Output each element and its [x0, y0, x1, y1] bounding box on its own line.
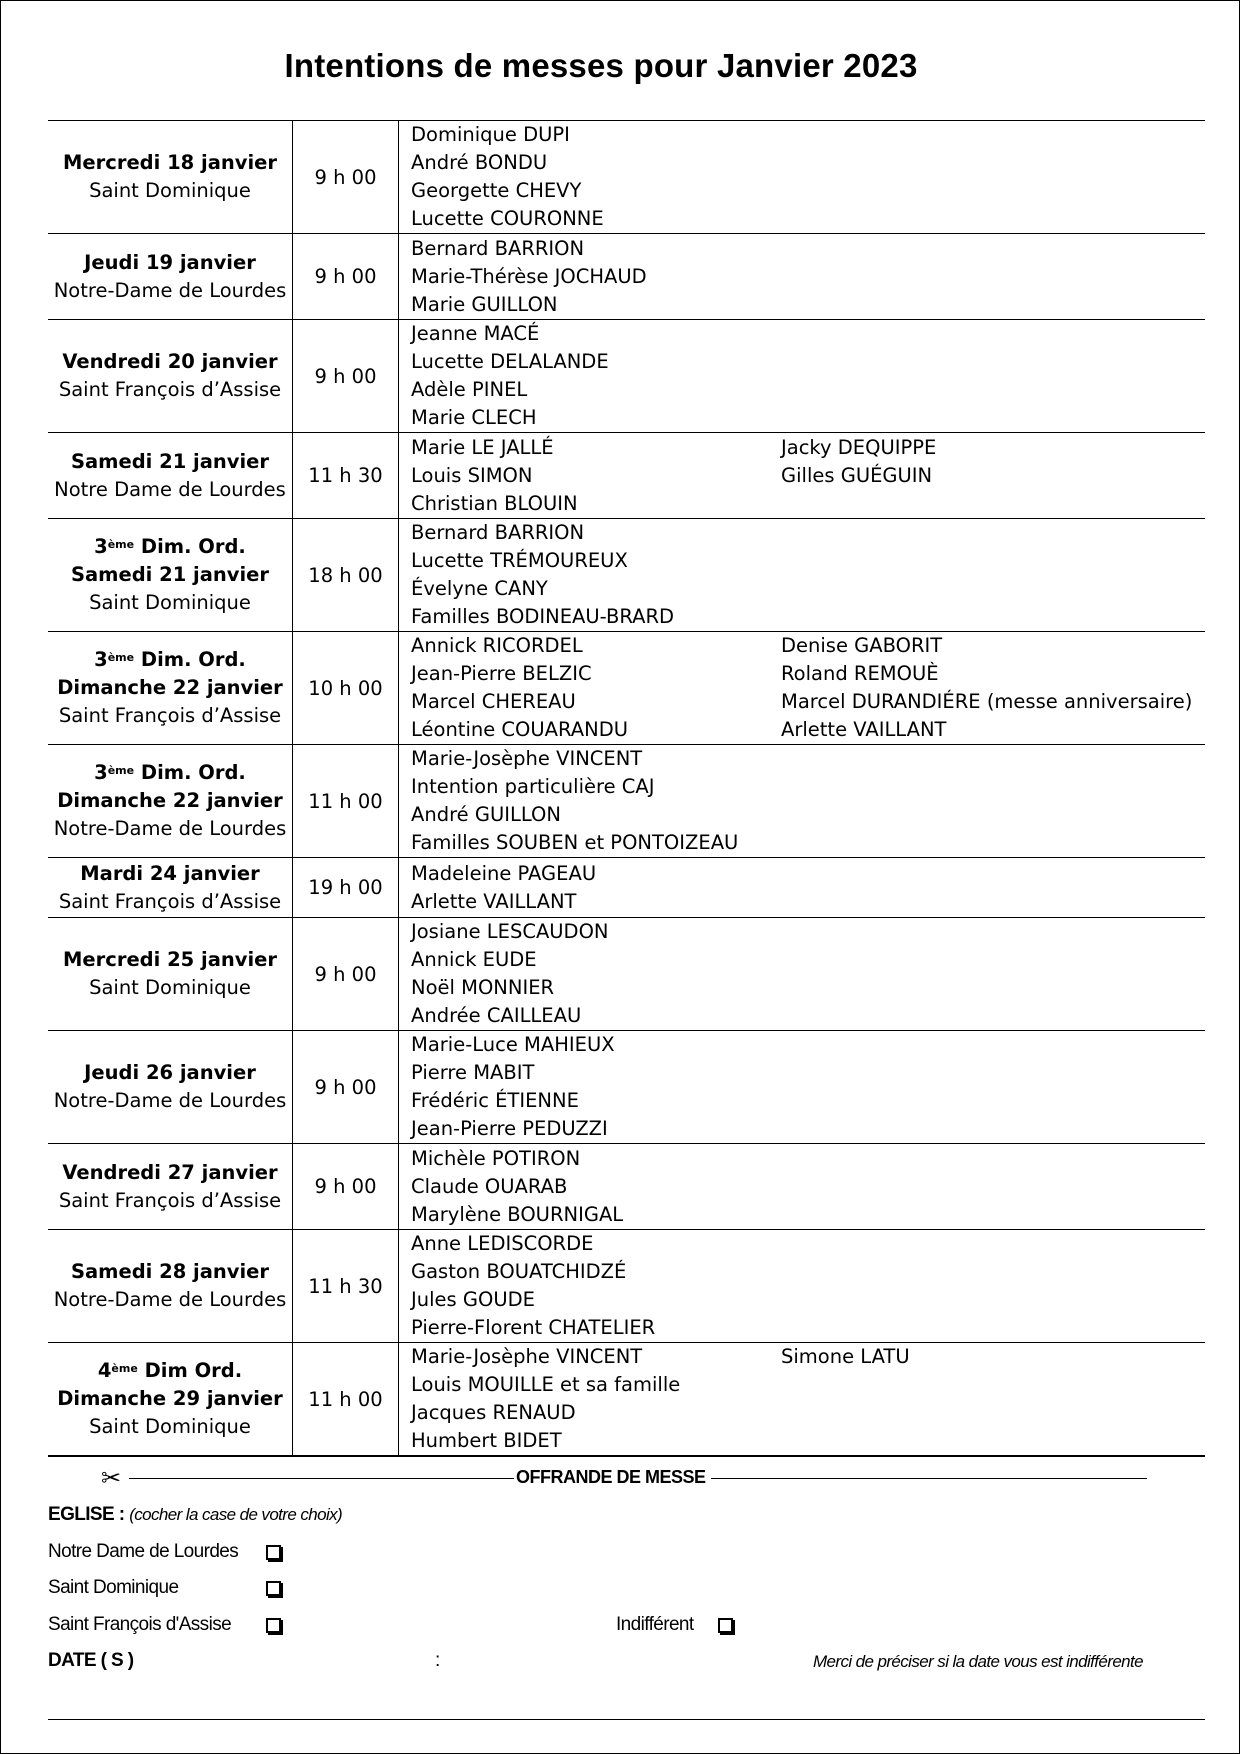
intention-name — [781, 263, 1205, 291]
intention-name — [781, 490, 1205, 518]
intention-name: Jean-Pierre PEDUZZI — [411, 1117, 608, 1140]
mass-time: 11 h 00 — [293, 745, 399, 858]
day-cell — [48, 1144, 293, 1230]
intentions-cell — [399, 121, 1206, 234]
schedule-row — [48, 320, 1205, 433]
intention-name: Louis MOUILLE et sa famille — [411, 1373, 681, 1396]
intention-name — [781, 1286, 1205, 1314]
intentions-cell — [399, 433, 1206, 519]
intention-name — [781, 1371, 1205, 1399]
intention-name — [781, 974, 1205, 1002]
page-title: Intentions de messes pour Janvier 2023 — [284, 47, 918, 84]
intention-name — [781, 404, 1205, 432]
day-label: Mardi 24 janvier — [80, 861, 260, 885]
intentions-cell — [399, 1031, 1206, 1144]
intentions-cell — [399, 320, 1206, 433]
mass-time: 11 h 00 — [293, 1343, 399, 1457]
mass-time: 10 h 00 — [293, 632, 399, 745]
cut-line-left — [129, 1478, 514, 1479]
day-cell — [48, 1343, 293, 1457]
intention-name: Humbert BIDET — [411, 1429, 562, 1452]
cut-line — [1, 1467, 1240, 1491]
church-name: Saint Dominique — [89, 1415, 251, 1438]
day-label: Dimanche 29 janvier — [57, 1387, 283, 1410]
intention-name: Marie-Josèphe VINCENT — [411, 1345, 643, 1368]
church-name: Notre-Dame de Lourdes — [53, 817, 287, 840]
intention-name: Anne LEDISCORDE — [411, 1232, 594, 1255]
church-name: Saint François d’Assise — [58, 378, 282, 401]
intention-name: Marcel CHEREAU — [411, 690, 576, 713]
day-label: Samedi 21 janvier — [70, 449, 270, 473]
intention-name: Marie-Josèphe VINCENT — [411, 747, 643, 770]
intention-name: Arlette VAILLANT — [411, 889, 577, 913]
intention-name — [781, 1002, 1205, 1030]
schedule-row — [48, 433, 1205, 519]
option-indifferent-label: Indifférent — [616, 1614, 694, 1635]
mass-time: 19 h 00 — [293, 858, 399, 918]
intention-name: Jules GOUDE — [411, 1288, 535, 1311]
intention-name — [781, 1087, 1205, 1115]
intention-name — [781, 291, 1205, 319]
day-label: Samedi 21 janvier — [70, 563, 270, 586]
option-notre-dame-label: Notre Dame de Lourdes — [48, 1541, 239, 1562]
ordinary-sunday-label: 3ème Dim. Ord. — [94, 535, 246, 558]
intention-name: Georgette CHEVY — [411, 179, 582, 202]
intention-name — [781, 121, 1205, 149]
intention-name: André GUILLON — [411, 803, 561, 826]
mass-time: 9 h 00 — [293, 121, 399, 234]
date-label: DATE ( S ) — [48, 1650, 134, 1671]
intentions-cell — [399, 745, 1206, 858]
intentions-cell — [399, 1144, 1206, 1230]
intention-name: Pierre-Florent CHATELIER — [411, 1316, 656, 1339]
intention-name — [781, 860, 1205, 888]
intention-name — [781, 1201, 1205, 1229]
intention-name — [781, 1399, 1205, 1427]
church-name: Saint Dominique — [89, 976, 251, 999]
intentions-cell — [399, 1230, 1206, 1343]
intention-name — [781, 348, 1205, 376]
intentions-cell — [399, 918, 1206, 1031]
intention-name: Marie CLECH — [411, 406, 537, 429]
intention-name — [781, 745, 1205, 773]
day-cell — [48, 1230, 293, 1343]
mass-time: 9 h 00 — [293, 1031, 399, 1144]
church-name: Saint François d’Assise — [58, 704, 282, 727]
intention-name: Évelyne CANY — [411, 577, 548, 600]
intention-name: Gilles GUÉGUIN — [781, 463, 933, 487]
intention-name — [781, 1258, 1205, 1286]
intention-name — [781, 918, 1205, 946]
intention-name: Marylène BOURNIGAL — [411, 1202, 624, 1226]
day-label: Jeudi 26 janvier — [84, 1061, 256, 1084]
intention-name: Familles SOUBEN et PONTOIZEAU — [411, 831, 739, 854]
day-cell — [48, 234, 293, 320]
intention-name — [781, 205, 1205, 233]
mass-time: 9 h 00 — [293, 234, 399, 320]
option-saint-francois-label: Saint François d'Assise — [48, 1614, 232, 1635]
checkbox-saint-dominique[interactable] — [266, 1581, 281, 1596]
intention-name: Frédéric ÉTIENNE — [411, 1089, 579, 1112]
schedule-row — [48, 858, 1205, 918]
day-label: Samedi 28 janvier — [70, 1260, 270, 1283]
intention-name — [781, 1427, 1205, 1455]
intention-name — [781, 1230, 1205, 1258]
intention-name — [781, 519, 1205, 547]
church-name: Saint François d’Assise — [58, 889, 282, 913]
intention-name: Marie-Luce MAHIEUX — [411, 1033, 615, 1056]
scissors-icon: ✂ — [101, 1465, 122, 1492]
intention-name: Léontine COUARANDU — [411, 718, 628, 741]
intention-name — [781, 603, 1205, 631]
schedule-row — [48, 1144, 1205, 1230]
day-cell — [48, 519, 293, 632]
intention-name: Jeanne MACÉ — [411, 322, 540, 345]
day-cell — [48, 632, 293, 745]
church-name: Saint Dominique — [89, 591, 251, 614]
schedule-table — [48, 120, 1205, 1457]
schedule-row — [48, 1343, 1205, 1457]
schedule-row — [48, 745, 1205, 858]
date-note: Merci de préciser si la date vous est indifférente — [813, 1652, 1144, 1671]
intention-name — [781, 946, 1205, 974]
intention-name — [781, 1173, 1205, 1201]
day-cell — [48, 121, 293, 234]
mass-time: 11 h 30 — [293, 433, 399, 519]
schedule-row — [48, 632, 1205, 745]
eglise-row — [48, 1504, 342, 1526]
intention-name — [781, 376, 1205, 404]
day-label: Vendredi 20 janvier — [62, 350, 278, 373]
day-label: Dimanche 22 janvier — [57, 789, 283, 812]
intention-name: Lucette DELALANDE — [411, 350, 609, 373]
intention-name — [781, 235, 1205, 263]
intention-name: Annick RICORDEL — [411, 634, 583, 657]
intention-name — [781, 829, 1205, 857]
day-cell — [48, 858, 293, 918]
schedule-row — [48, 121, 1205, 234]
day-cell — [48, 320, 293, 433]
intention-name: Jacques RENAUD — [411, 1401, 576, 1424]
intention-name: Andrée CAILLEAU — [411, 1004, 582, 1027]
intentions-cell — [399, 234, 1206, 320]
intentions-cell — [399, 1343, 1206, 1457]
day-cell — [48, 918, 293, 1031]
mass-time: 11 h 30 — [293, 1230, 399, 1343]
ordinary-sunday-label: 3ème Dim. Ord. — [94, 648, 246, 671]
intention-name — [781, 1314, 1205, 1342]
schedule-row — [48, 234, 1205, 320]
intention-name — [781, 1059, 1205, 1087]
church-name: Saint Dominique — [89, 179, 251, 202]
intention-name: Familles BODINEAU-BRARD — [411, 605, 675, 628]
day-cell — [48, 1031, 293, 1144]
eglise-label: EGLISE : — [48, 1504, 125, 1525]
church-name: Notre-Dame de Lourdes — [53, 1288, 287, 1311]
church-name: Notre-Dame de Lourdes — [53, 278, 287, 302]
intention-name: Josiane LESCAUDON — [411, 920, 609, 943]
eglise-hint: (cocher la case de votre choix) — [129, 1505, 343, 1524]
intention-name — [781, 801, 1205, 829]
intention-name: Jacky DEQUIPPE — [781, 435, 937, 459]
date-colon: : — [435, 1650, 440, 1671]
checkbox-saint-francois[interactable] — [266, 1618, 281, 1633]
intention-name: Pierre MABIT — [411, 1061, 535, 1084]
intentions-cell — [399, 632, 1206, 745]
intention-name: Gaston BOUATCHIDZÉ — [411, 1260, 627, 1283]
checkbox-notre-dame[interactable] — [266, 1545, 281, 1560]
mass-time: 9 h 00 — [293, 1144, 399, 1230]
mass-time: 18 h 00 — [293, 519, 399, 632]
intention-name: Claude OUARAB — [411, 1174, 568, 1198]
intention-name: Marie GUILLON — [411, 292, 558, 316]
intention-name — [781, 320, 1205, 348]
intention-name: Arlette VAILLANT — [781, 718, 947, 741]
intention-name — [781, 1031, 1205, 1059]
intention-name: Annick EUDE — [411, 948, 537, 971]
intention-name: André BONDU — [411, 151, 548, 174]
offrande-heading: OFFRANDE DE MESSE — [516, 1467, 706, 1487]
intention-name: Louis SIMON — [411, 463, 533, 487]
intention-name: Adèle PINEL — [411, 378, 528, 401]
intention-name: Christian BLOUIN — [411, 491, 578, 515]
intention-name: Intention particulière CAJ — [411, 775, 655, 798]
intention-name — [781, 575, 1205, 603]
intention-name — [781, 547, 1205, 575]
schedule-row — [48, 519, 1205, 632]
intention-name: Madeleine PAGEAU — [411, 861, 597, 885]
day-cell — [48, 745, 293, 858]
schedule-row — [48, 1230, 1205, 1343]
intention-name: Marcel DURANDIÉRE (messe anniversaire) — [781, 690, 1193, 713]
mass-time: 9 h 00 — [293, 918, 399, 1031]
intention-name: Michèle POTIRON — [411, 1146, 581, 1170]
intention-name: Jean-Pierre BELZIC — [411, 662, 592, 685]
schedule-row — [48, 1031, 1205, 1144]
day-label: Mercredi 25 janvier — [63, 948, 277, 971]
church-name: Notre-Dame de Lourdes — [53, 1089, 287, 1112]
ordinary-sunday-label: 3ème Dim. Ord. — [94, 761, 246, 784]
signature-line — [48, 1719, 1205, 1720]
cut-line-right — [711, 1478, 1147, 1479]
day-cell — [48, 433, 293, 519]
intention-name: Bernard BARRION — [411, 521, 585, 544]
intention-name — [781, 1115, 1205, 1143]
intention-name: Bernard BARRION — [411, 236, 585, 260]
day-label: Mercredi 18 janvier — [63, 151, 277, 174]
option-saint-dominique-label: Saint Dominique — [48, 1577, 179, 1598]
intention-name — [781, 177, 1205, 205]
church-name: Saint François d’Assise — [58, 1188, 282, 1212]
intention-name: Dominique DUPI — [411, 123, 570, 146]
schedule-row — [48, 918, 1205, 1031]
day-label: Jeudi 19 janvier — [84, 250, 256, 274]
intention-name — [781, 1145, 1205, 1173]
intentions-cell — [399, 519, 1206, 632]
intention-name: Simone LATU — [781, 1345, 910, 1368]
day-label: Vendredi 27 janvier — [62, 1160, 278, 1184]
ordinary-sunday-label: 4ème Dim Ord. — [97, 1359, 243, 1382]
intention-name — [781, 149, 1205, 177]
mass-time: 9 h 00 — [293, 320, 399, 433]
intention-name: Lucette COURONNE — [411, 207, 604, 230]
day-label: Dimanche 22 janvier — [57, 676, 283, 699]
intention-name: Marie-Thérèse JOCHAUD — [411, 264, 647, 288]
checkbox-indifferent[interactable] — [718, 1618, 733, 1633]
intentions-cell — [399, 858, 1206, 918]
intention-name: Noël MONNIER — [411, 976, 555, 999]
intention-name: Marie LE JALLÉ — [411, 435, 554, 459]
intention-name: Lucette TRÉMOUREUX — [411, 549, 628, 572]
church-name: Notre Dame de Lourdes — [54, 477, 286, 501]
intention-name — [781, 888, 1205, 916]
intention-name: Denise GABORIT — [781, 634, 943, 657]
intention-name — [781, 773, 1205, 801]
intention-name: Roland REMOUÈ — [781, 662, 939, 685]
